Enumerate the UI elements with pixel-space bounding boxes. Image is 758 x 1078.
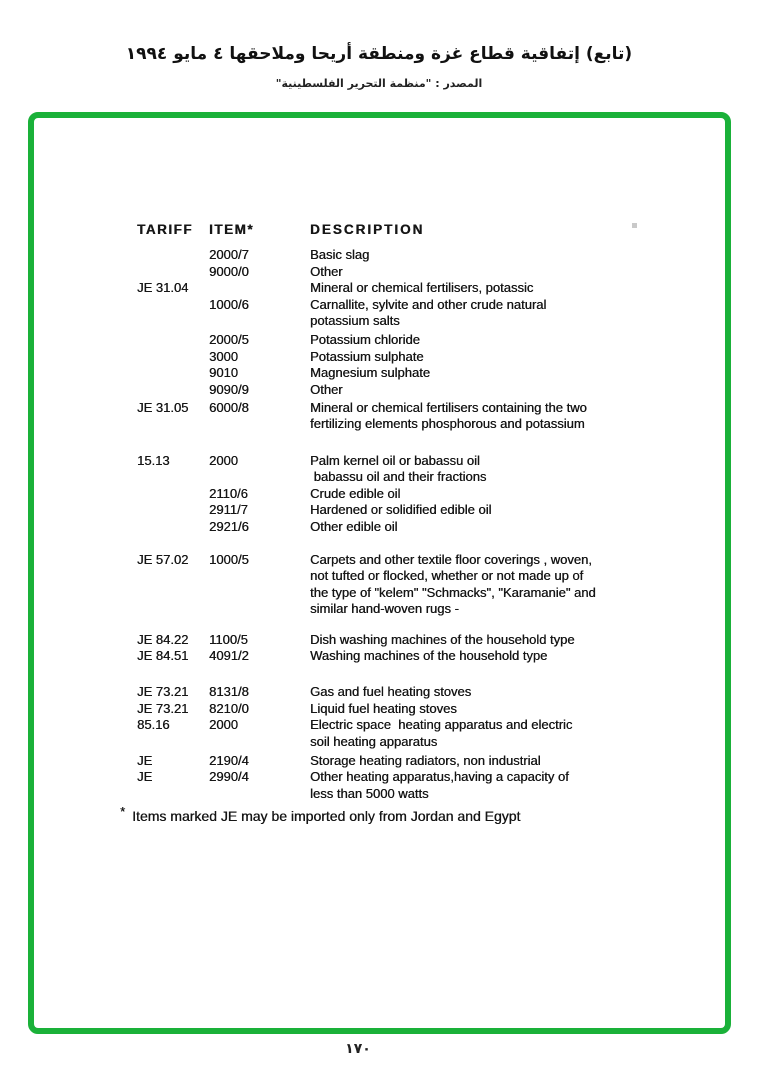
- description-line: Carnallite, sylvite and other crude natural: [310, 296, 547, 312]
- table-row: [137, 486, 682, 502]
- description-line: Mineral or chemical fertilisers, potassic: [310, 280, 534, 296]
- description-line: less than 5000 watts: [310, 785, 429, 801]
- tariff-cell: JE 57.02: [137, 551, 189, 567]
- tariff-cell: JE: [137, 752, 153, 768]
- table-row: [137, 382, 682, 398]
- tariff-cell: JE 84.22: [137, 631, 189, 647]
- item-cell: 1100/5: [209, 631, 248, 647]
- table-row: [137, 264, 682, 280]
- description-line: Carpets and other textile floor coverings , woven,: [310, 551, 592, 567]
- table-row: [137, 684, 682, 700]
- tariff-cell: JE 31.05: [137, 400, 189, 416]
- description-cell: [310, 365, 682, 381]
- table-row: [137, 701, 682, 717]
- table-row: [137, 400, 682, 433]
- description-line: Crude edible oil: [310, 485, 401, 501]
- description-line: Palm kernel oil or babassu oil: [310, 452, 480, 468]
- column-header-tariff: TARIFF: [137, 222, 193, 237]
- description-cell: [310, 453, 682, 486]
- table-row: [137, 632, 682, 648]
- table-row: [137, 332, 682, 348]
- table-row: [137, 349, 682, 365]
- table-row: [137, 753, 682, 769]
- description-cell: [310, 552, 682, 618]
- item-cell: 1000/5: [209, 551, 249, 567]
- description-line: Magnesium sulphate: [310, 365, 430, 381]
- item-cell: 9010: [209, 365, 238, 381]
- column-header-item: ITEM*: [209, 222, 255, 237]
- description-line: babassu oil and their fractions: [310, 469, 487, 485]
- table-row: [137, 280, 682, 296]
- table-row: [137, 519, 682, 535]
- item-cell: 2921/6: [209, 518, 249, 534]
- item-cell: 3000: [209, 348, 238, 364]
- description-line: potassium salts: [310, 313, 400, 329]
- tariff-cell: [137, 297, 209, 330]
- footnote-asterisk: *: [120, 804, 126, 819]
- tariff-cell: [137, 519, 209, 535]
- description-cell: [310, 701, 682, 717]
- item-cell: 2911/7: [209, 502, 248, 518]
- description-line: Basic slag: [310, 247, 370, 263]
- description-line: Electric space heating apparatus and electric: [310, 717, 573, 733]
- tariff-cell: [137, 247, 209, 263]
- description-cell: [310, 247, 682, 263]
- description-line: the type of "kelem" "Schmacks", "Karamanie" and: [310, 584, 596, 600]
- table-row: [137, 453, 682, 486]
- description-line: Potassium chloride: [310, 332, 420, 348]
- table-header-row: [137, 222, 682, 238]
- table-row: [137, 297, 682, 330]
- item-cell: 6000/8: [209, 400, 249, 416]
- description-cell: [310, 502, 682, 518]
- description-cell: [310, 753, 682, 769]
- tariff-cell: JE 73.21: [137, 684, 189, 700]
- item-cell: 8131/8: [209, 684, 249, 700]
- description-line: Other heating apparatus,having a capacity of: [310, 769, 569, 785]
- description-line: Liquid fuel heating stoves: [310, 700, 457, 716]
- description-cell: [310, 332, 682, 348]
- description-line: similar hand-woven rugs -: [310, 601, 459, 617]
- description-line: fertilizing elements phosphorous and potassium: [310, 416, 585, 432]
- page-number: ١٧٠: [345, 1041, 371, 1057]
- tariff-cell: JE: [137, 769, 153, 785]
- description-cell: [310, 648, 682, 664]
- footnote: [120, 804, 520, 824]
- tariff-cell: [137, 332, 209, 348]
- item-cell: 8210/0: [209, 700, 249, 716]
- description-line: Hardened or solidified edible oil: [310, 502, 492, 518]
- table-row: [137, 365, 682, 381]
- item-cell: 9000/0: [209, 263, 249, 279]
- description-line: Washing machines of the household type: [310, 647, 548, 663]
- description-cell: [310, 769, 682, 802]
- description-cell: [310, 280, 682, 296]
- tariff-cell: [137, 382, 209, 398]
- description-cell: [310, 717, 682, 750]
- table-row: [137, 502, 682, 518]
- footnote-text: Items marked JE may be imported only from Jordan and Egypt: [132, 808, 521, 824]
- description-cell: [310, 400, 682, 433]
- description-line: Dish washing machines of the household type: [310, 631, 575, 647]
- tariff-cell: JE 73.21: [137, 700, 189, 716]
- description-line: Other: [310, 263, 343, 279]
- description-cell: [310, 486, 682, 502]
- tariff-cell: [137, 365, 209, 381]
- table-row: [137, 717, 682, 750]
- description-cell: [310, 349, 682, 365]
- item-cell: 2000/5: [209, 332, 249, 348]
- tariff-cell: [137, 502, 209, 518]
- item-cell: 4091/2: [209, 647, 249, 663]
- item-cell: 2990/4: [209, 769, 249, 785]
- description-cell: [310, 519, 682, 535]
- description-cell: [310, 632, 682, 648]
- item-cell: 2190/4: [209, 752, 249, 768]
- description-line: soil heating apparatus: [310, 733, 438, 749]
- tariff-table: [137, 222, 682, 802]
- description-line: Mineral or chemical fertilisers containing the two: [310, 400, 587, 416]
- tariff-cell: JE 31.04: [137, 280, 189, 296]
- description-line: not tufted or flocked, whether or not made up of: [310, 568, 584, 584]
- arabic-source-line: المصدر : "منظمة التحرير الفلسطينية": [275, 77, 483, 90]
- description-cell: [310, 382, 682, 398]
- table-row: [137, 247, 682, 263]
- table-row: [137, 552, 682, 618]
- table-rows: [137, 247, 682, 802]
- description-line: Potassium sulphate: [310, 348, 424, 364]
- tariff-cell: 85.16: [137, 717, 170, 733]
- description-line: Other edible oil: [310, 518, 398, 534]
- item-cell: 2000/7: [209, 247, 249, 263]
- arabic-title: (تابع) إتفاقية قطاع غزة ومنطقة أريحا وملاحقها ٤ مايو ١٩٩٤: [125, 44, 633, 64]
- description-line: Storage heating radiators, non industrial: [310, 752, 541, 768]
- tariff-cell: [137, 349, 209, 365]
- item-cell: 1000/6: [209, 296, 249, 312]
- item-cell: [209, 280, 310, 296]
- column-header-description: DESCRIPTION: [310, 222, 425, 237]
- description-cell: [310, 684, 682, 700]
- item-cell: 9090/9: [209, 381, 249, 397]
- tariff-cell: JE 84.51: [137, 647, 189, 663]
- description-cell: [310, 297, 682, 330]
- table-row: [137, 769, 682, 802]
- tariff-cell: 15.13: [137, 452, 170, 468]
- item-cell: 2110/6: [209, 485, 248, 501]
- description-line: Other: [310, 381, 343, 397]
- item-cell: 2000: [209, 717, 238, 733]
- item-cell: 2000: [209, 452, 238, 468]
- description-line: Gas and fuel heating stoves: [310, 684, 472, 700]
- tariff-cell: [137, 486, 209, 502]
- table-row: [137, 648, 682, 664]
- description-cell: [310, 264, 682, 280]
- tariff-cell: [137, 264, 209, 280]
